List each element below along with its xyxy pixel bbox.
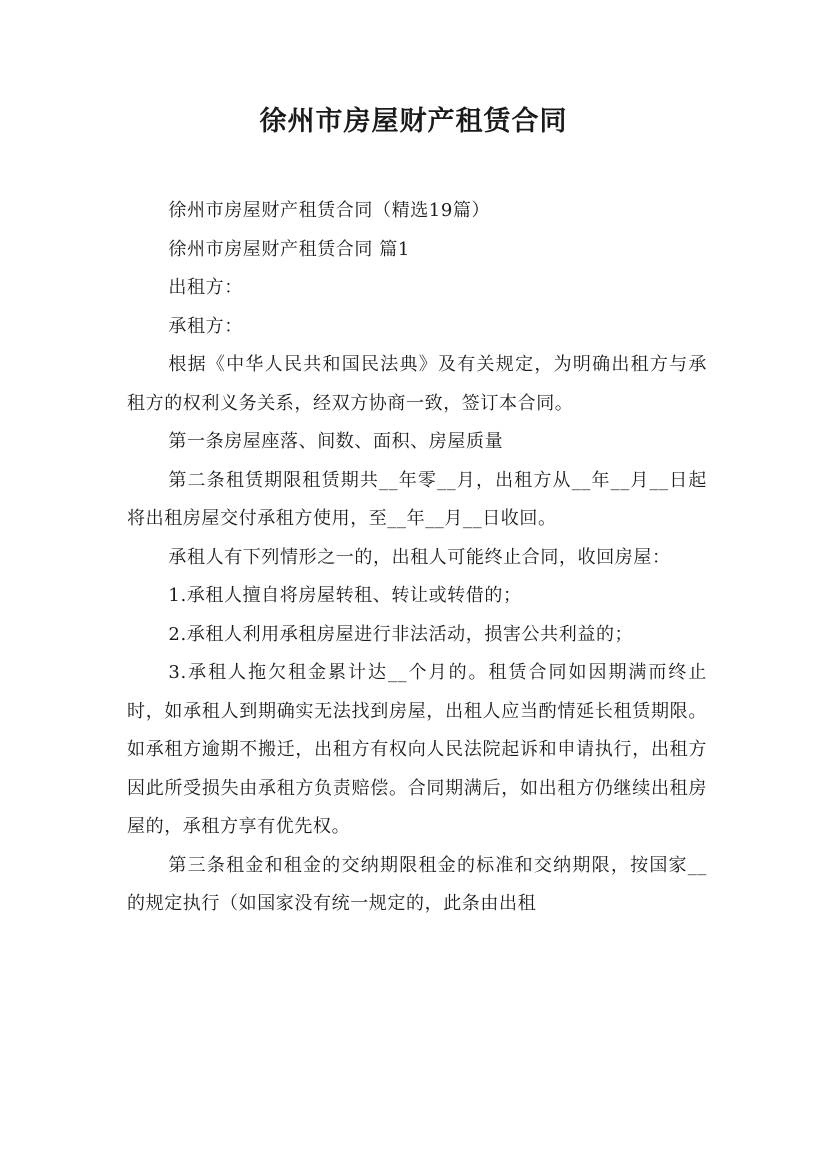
paragraph-article-heading: 徐州市房屋财产租赁合同 篇1 [168, 238, 410, 260]
document-title: 徐州市房屋财产租赁合同 [259, 106, 568, 137]
paragraph-clause-2: 第二条租赁期限租赁期共__年零__月，出租方从__年__月__日起将出租房屋交付承租方使用，至__年__月__日收回。 [127, 469, 707, 529]
paragraph-termination-item-1: 1.承租人擅自将房屋转租、转让或转借的； [168, 585, 522, 606]
paragraph-lessee: 承租方： [168, 315, 243, 337]
paragraph-clause-1: 第一条房屋座落、间数、面积、房屋质量 [168, 431, 504, 452]
paragraph-termination-intro: 承租人有下列情形之一的，出租人可能终止合同，收回房屋： [168, 546, 671, 568]
paragraph-lessor: 出租方： [168, 277, 243, 298]
paragraph-preamble: 根据《中华人民共和国民法典》及有关规定，为明确出租方与承租方的权利义务关系，经双方协商一致，签订本合同。 [127, 354, 707, 414]
paragraph-subtitle: 徐州市房屋财产租赁合同（精选19篇） [168, 200, 491, 221]
paragraph-termination-item-3: 3.承租人拖欠租金累计达__个月的。租赁合同如因期满而终止时，如承租人到期确实无法找到房屋，出租人应当酌情延长租赁期限。如承租方逾期不搬迁，出租方有权向人民法院起诉和申请执行，出租方因此所受损失由承租方负责赔偿。合同期满后，如出租方仍继续出租房屋的，承租方享有优先权。 [127, 662, 707, 837]
paragraph-termination-item-2: 2.承租人利用承租房屋进行非法活动，损害公共利益的； [168, 623, 634, 645]
document-body [127, 192, 707, 924]
paragraph-clause-3: 第三条租金和租金的交纳期限租金的标准和交纳期限，按国家__的规定执行（如国家没有统一规定的，此条由出租 [127, 854, 707, 914]
